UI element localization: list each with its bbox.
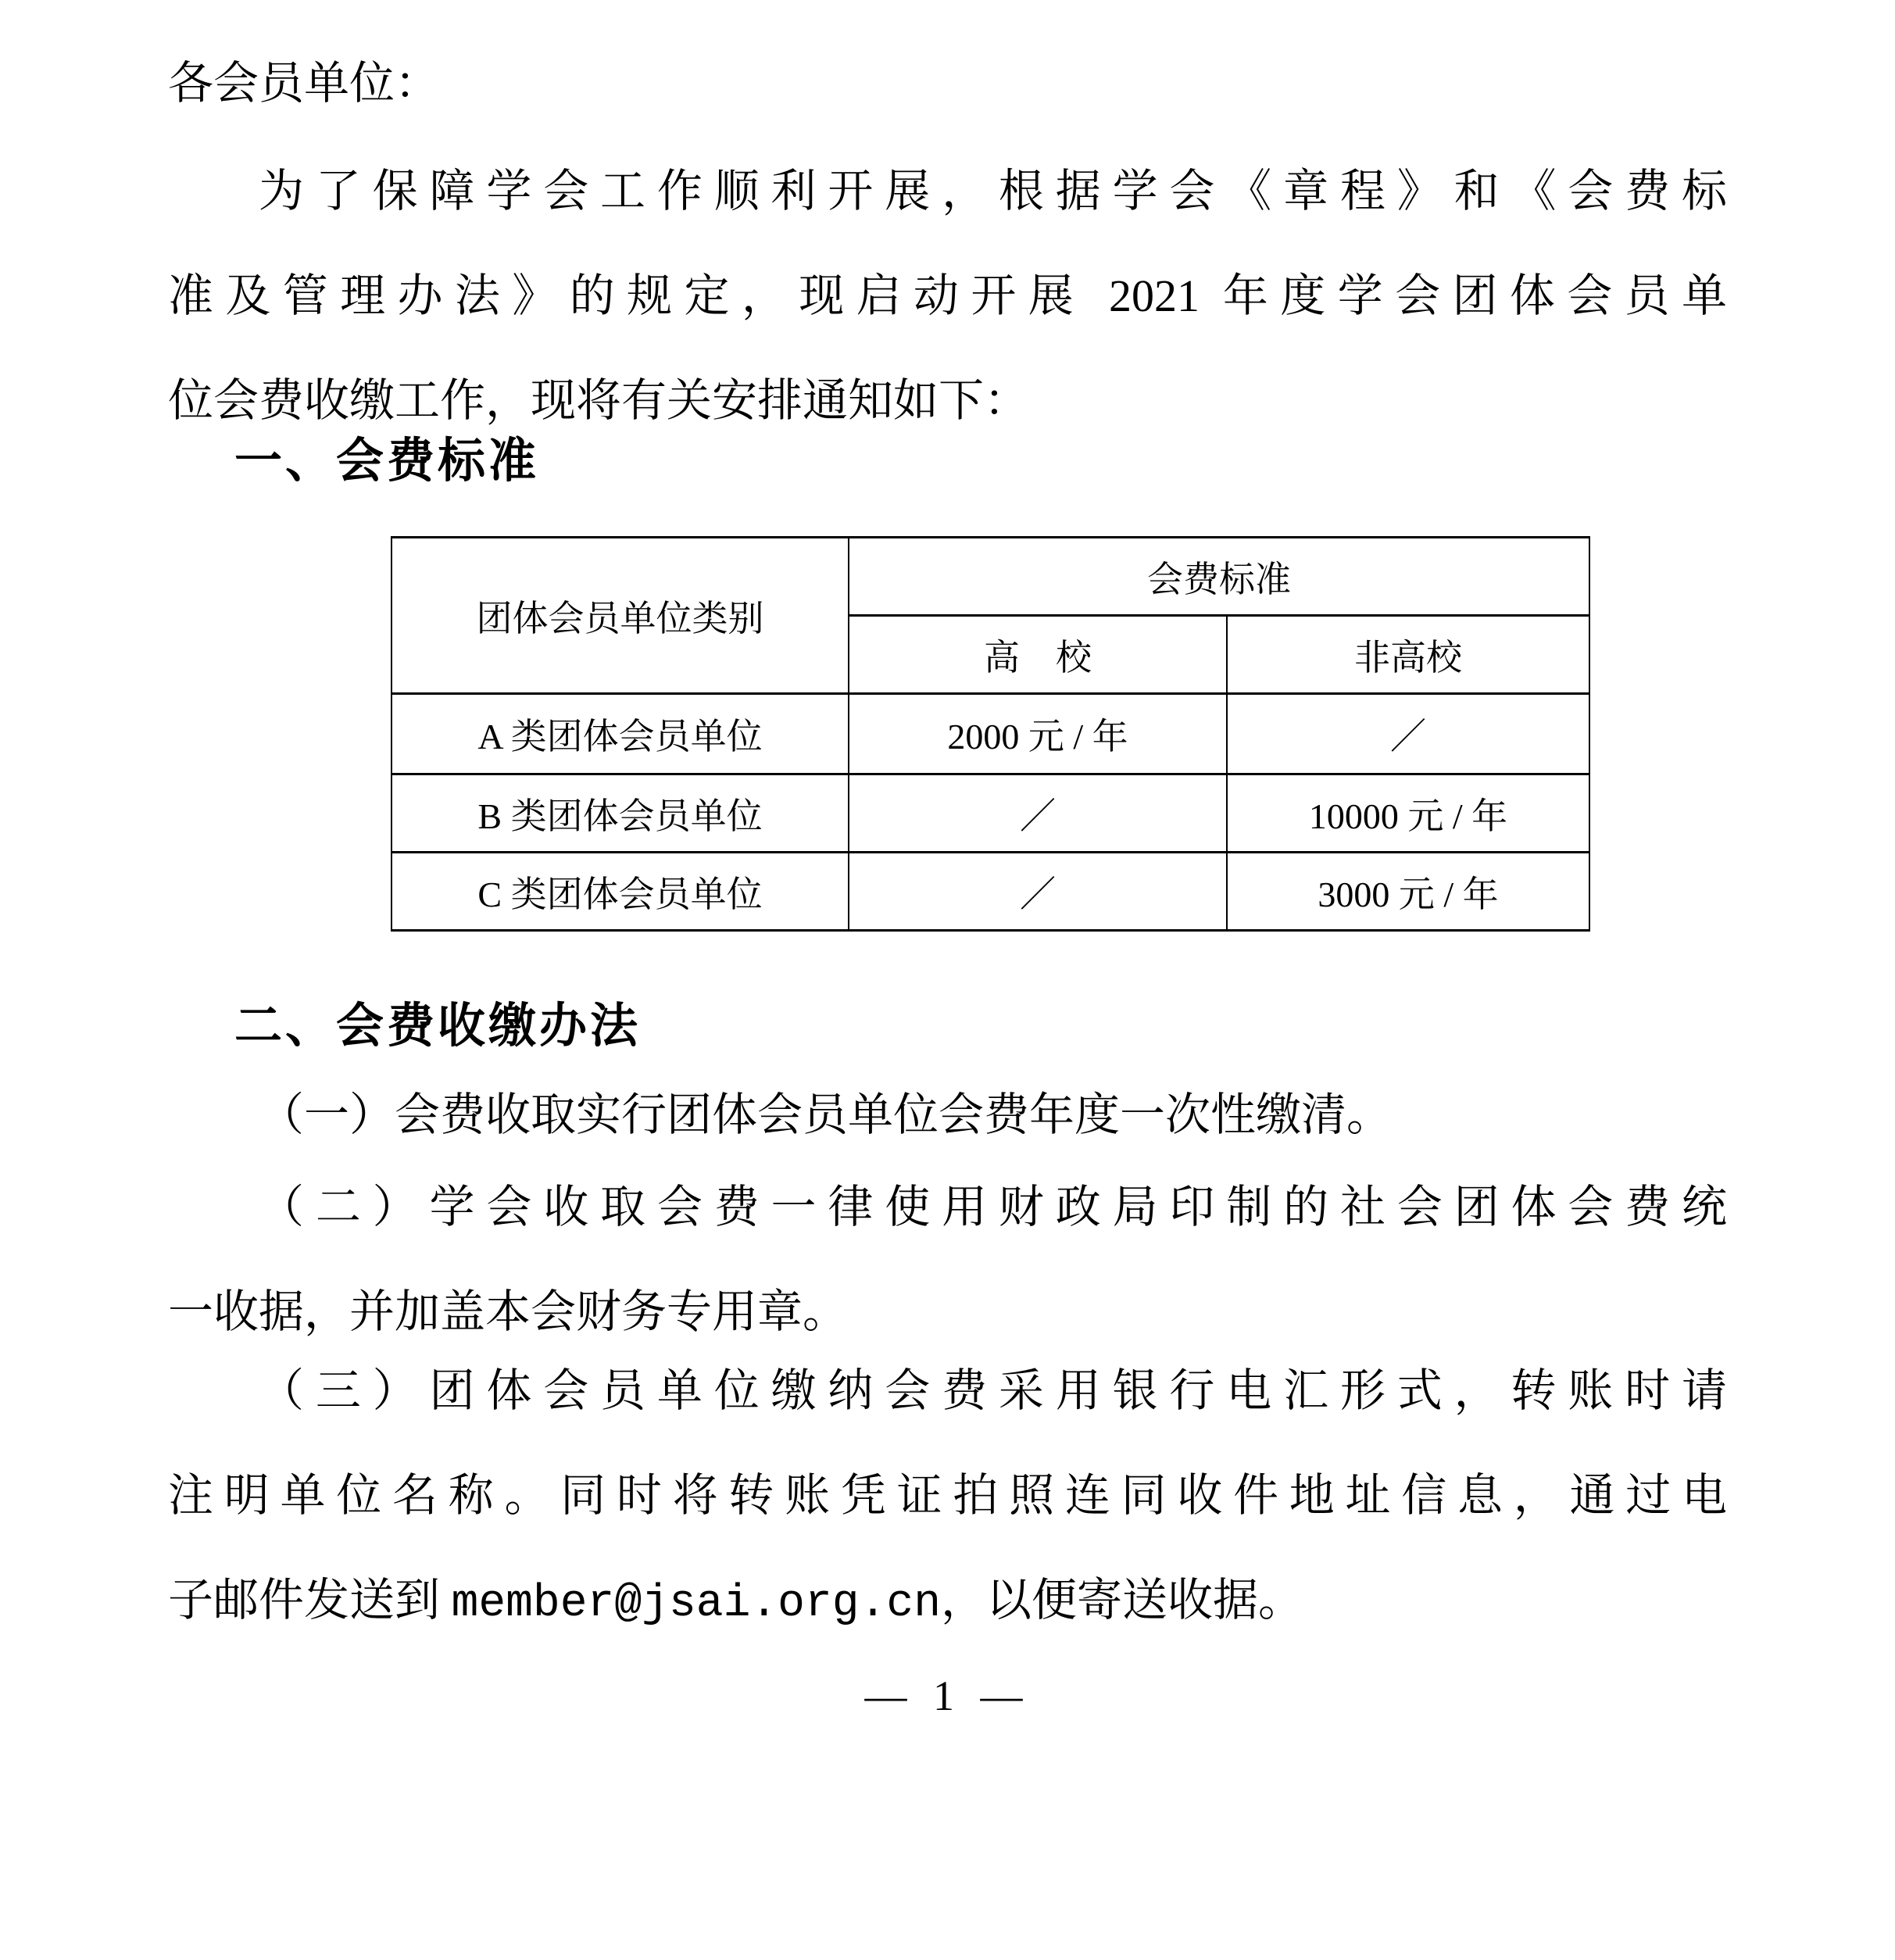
item2-paragraph <box>168 1155 1727 1364</box>
section2-heading: 二、会费收缴办法 <box>234 999 642 1052</box>
row-a-university-fee: 2000 元 / 年 <box>849 694 1227 774</box>
row-c-non-university-fee: 3000 元 / 年 <box>1227 853 1589 931</box>
item3-line-2: 注明单位名称。同时将转账凭证拍照连同收件地址信息，通过电 <box>168 1470 1727 1521</box>
intro-line-1: 为了保障学会工作顺利开展，根据学会《章程》和《会费标 <box>259 166 1727 216</box>
intro-line-2: 准及管理办法》的规定，现启动开展 2021 年度学会团体会员单 <box>168 270 1727 321</box>
contact-email: member@jsai.org.cn <box>451 1579 942 1629</box>
table-row-c <box>392 853 1589 931</box>
fee-table <box>391 536 1590 932</box>
intro-line-3: 位会费收缴工作，现将有关安排通知如下： <box>168 375 1030 426</box>
header-university-cell: 高 校 <box>849 616 1227 694</box>
table-row-b <box>392 774 1589 853</box>
row-c-category: C 类团体会员单位 <box>392 853 849 931</box>
table-header-row-1 <box>392 538 1589 616</box>
item3-line-3-suffix: ，以便寄送收据。 <box>941 1575 1304 1626</box>
item1-line-1: （一）会费收取实行团体会员单位会费年度一次性缴清。 <box>259 1089 1393 1140</box>
row-a-non-university-fee: ／ <box>1227 694 1589 774</box>
header-category-cell: 团体会员单位类别 <box>392 538 849 694</box>
row-b-category: B 类团体会员单位 <box>392 774 849 853</box>
row-a-category: A 类团体会员单位 <box>392 694 849 774</box>
salutation <box>168 31 1727 136</box>
page-number: — 1 — <box>864 1672 1031 1719</box>
row-c-university-fee: ／ <box>849 853 1227 931</box>
item3-line-3 <box>168 1548 1727 1657</box>
item1-paragraph <box>168 1063 1727 1168</box>
item2-line-1: （二）学会收取会费一律使用财政局印制的社会团体会费统 <box>259 1182 1727 1232</box>
section1-heading: 一、会费标准 <box>234 434 540 487</box>
item3-line-1: （三）团体会员单位缴纳会费采用银行电汇形式，转账时请 <box>259 1365 1727 1416</box>
row-b-university-fee: ／ <box>849 774 1227 853</box>
item3-paragraph <box>168 1339 1727 1657</box>
salutation-text: 各会员单位： <box>168 58 441 109</box>
header-fee-cell: 会费标准 <box>849 538 1589 616</box>
table-row-a <box>392 694 1589 774</box>
header-non-university-cell: 非高校 <box>1227 616 1589 694</box>
item2-line-2: 一收据，并加盖本会财务专用章。 <box>168 1286 849 1337</box>
intro-paragraph <box>168 139 1727 453</box>
item3-line-3-prefix: 子邮件发送到 <box>168 1575 452 1626</box>
row-b-non-university-fee: 10000 元 / 年 <box>1227 774 1589 853</box>
